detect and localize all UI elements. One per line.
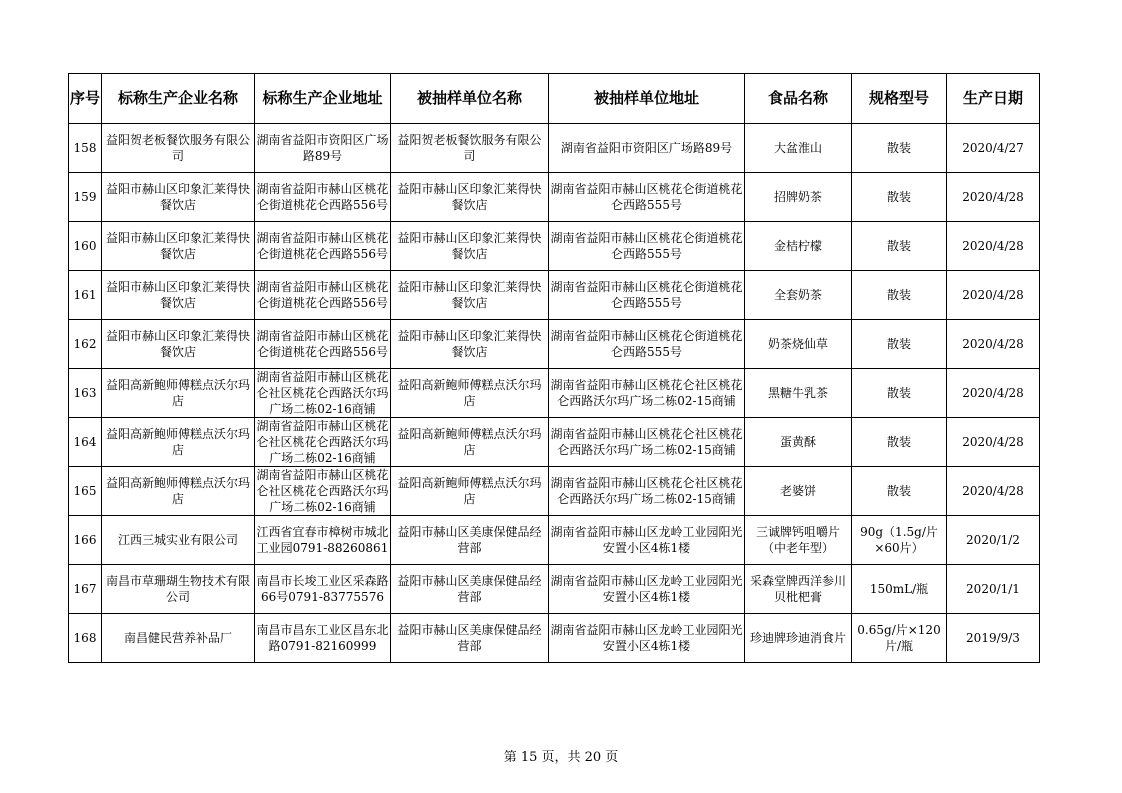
- row-number-cell: [69, 614, 102, 663]
- sampled-unit-name: 益阳市赫山区印象汇莱得快餐饮店: [397, 329, 542, 359]
- spec: 散装: [886, 484, 911, 498]
- sampled-unit-address-cell: [549, 124, 745, 173]
- producer-address: 湖南省益阳市资阳区广场路89号: [256, 133, 389, 163]
- spec-cell: [852, 467, 947, 516]
- row-number: 167: [73, 582, 97, 596]
- producer-address: 湖南省益阳市赫山区桃花仑街道桃花仑西路556号: [256, 182, 389, 212]
- food-name: 金桔柠檬: [773, 239, 822, 253]
- sampled-unit-name-cell: [391, 565, 549, 614]
- col-header-food-name: 食品名称: [745, 74, 852, 124]
- row-number: 161: [73, 288, 97, 302]
- production-date-cell: [947, 320, 1040, 369]
- sampled-unit-name-cell: [391, 271, 549, 320]
- production-date: 2020/1/2: [966, 533, 1020, 547]
- spec: 150mL/瓶: [869, 582, 929, 596]
- row-number: 160: [73, 239, 97, 253]
- production-date-cell: [947, 369, 1040, 418]
- food-name-cell: [745, 614, 852, 663]
- table-row: [69, 418, 1040, 467]
- table-row: [69, 271, 1040, 320]
- production-date: 2020/4/28: [962, 288, 1024, 302]
- sampled-unit-address: 湖南省益阳市赫山区桃花仑街道桃花仑西路555号: [550, 280, 743, 310]
- spec: 90g（1.5g/片×60片）: [860, 525, 938, 555]
- food-name: 三诚牌钙咀嚼片（中老年型）: [755, 525, 840, 555]
- producer-name-cell: [102, 418, 255, 467]
- sampled-unit-name: 益阳市赫山区印象汇莱得快餐饮店: [397, 182, 542, 212]
- producer-address-cell: [255, 418, 391, 467]
- producer-name-cell: [102, 173, 255, 222]
- spec-cell: [852, 369, 947, 418]
- food-name-cell: [745, 369, 852, 418]
- sampled-unit-name: 益阳市赫山区印象汇莱得快餐饮店: [397, 231, 542, 261]
- sampled-unit-address-cell: [549, 614, 745, 663]
- producer-name: 益阳市赫山区印象汇莱得快餐饮店: [105, 182, 250, 212]
- sampled-unit-address: 湖南省益阳市赫山区龙岭工业园阳光安置小区4栋1楼: [550, 623, 743, 653]
- sampled-unit-name-cell: [391, 369, 549, 418]
- row-number-cell: [69, 467, 102, 516]
- food-name: 采森堂牌西洋参川贝枇杷膏: [749, 574, 846, 604]
- spec: 散装: [886, 435, 911, 449]
- production-date: 2020/4/28: [962, 337, 1024, 351]
- producer-name: 益阳高新鲍师傅糕点沃尔玛店: [105, 427, 250, 457]
- col-header-no: 序号: [69, 74, 102, 124]
- producer-name: 益阳市赫山区印象汇莱得快餐饮店: [105, 280, 250, 310]
- producer-address-cell: [255, 320, 391, 369]
- producer-name: 江西三城实业有限公司: [117, 533, 238, 547]
- table-row: [69, 565, 1040, 614]
- sampled-unit-address-cell: [549, 222, 745, 271]
- spec-cell: [852, 173, 947, 222]
- producer-name: 益阳高新鲍师傅糕点沃尔玛店: [105, 476, 250, 506]
- spec: 散装: [886, 141, 911, 155]
- producer-address-cell: [255, 173, 391, 222]
- spec-cell: [852, 565, 947, 614]
- producer-name: 益阳贺老板餐饮服务有限公司: [105, 133, 250, 163]
- sampled-unit-name: 益阳贺老板餐饮服务有限公司: [397, 133, 542, 163]
- sampled-unit-address-cell: [549, 516, 745, 565]
- sampled-unit-name: 益阳高新鲍师傅糕点沃尔玛店: [397, 476, 542, 506]
- production-date: 2020/4/28: [962, 190, 1024, 204]
- producer-name: 南昌健民营养补品厂: [123, 631, 232, 645]
- sampled-unit-address: 湖南省益阳市赫山区龙岭工业园阳光安置小区4栋1楼: [550, 525, 743, 555]
- table-row: [69, 614, 1040, 663]
- row-number-cell: [69, 124, 102, 173]
- spec: 散装: [886, 337, 911, 351]
- row-number: 163: [73, 386, 97, 400]
- food-name: 老婆饼: [779, 484, 816, 498]
- producer-address-cell: [255, 124, 391, 173]
- row-number-cell: [69, 173, 102, 222]
- row-number-cell: [69, 565, 102, 614]
- producer-name-cell: [102, 369, 255, 418]
- producer-name: 益阳市赫山区印象汇莱得快餐饮店: [105, 329, 250, 359]
- producer-address-cell: [255, 565, 391, 614]
- spec-cell: [852, 516, 947, 565]
- producer-name-cell: [102, 516, 255, 565]
- food-name-cell: [745, 516, 852, 565]
- sampled-unit-name: 益阳市赫山区印象汇莱得快餐饮店: [397, 280, 542, 310]
- row-number: 168: [73, 631, 97, 645]
- production-date-cell: [947, 418, 1040, 467]
- row-number-cell: [69, 320, 102, 369]
- producer-name-cell: [102, 614, 255, 663]
- row-number: 158: [73, 141, 97, 155]
- production-date-cell: [947, 271, 1040, 320]
- spec-cell: [852, 320, 947, 369]
- col-header-sampled-address: 被抽样单位地址: [549, 74, 745, 124]
- production-date: 2020/4/27: [962, 141, 1024, 155]
- production-date-cell: [947, 565, 1040, 614]
- row-number-cell: [69, 516, 102, 565]
- sampled-unit-name-cell: [391, 124, 549, 173]
- spec: 散装: [886, 288, 911, 302]
- sampled-unit-name-cell: [391, 614, 549, 663]
- table-body: [69, 124, 1040, 663]
- producer-address-cell: [255, 271, 391, 320]
- food-name-cell: [745, 271, 852, 320]
- production-date-cell: [947, 614, 1040, 663]
- spec: 散装: [886, 386, 911, 400]
- food-name: 招牌奶茶: [773, 190, 822, 204]
- page-footer: 第 15 页，共 20 页: [503, 750, 619, 765]
- col-header-sampled-unit: 被抽样单位名称: [391, 74, 549, 124]
- col-header-production-date: 生产日期: [947, 74, 1040, 124]
- producer-name-cell: [102, 565, 255, 614]
- producer-address: 湖南省益阳市赫山区桃花仑街道桃花仑西路556号: [256, 231, 389, 261]
- table-row: [69, 516, 1040, 565]
- sampled-unit-address-cell: [549, 271, 745, 320]
- col-header-producer-address: 标称生产企业地址: [255, 74, 391, 124]
- producer-address: 湖南省益阳市赫山区桃花仑街道桃花仑西路556号: [256, 329, 389, 359]
- production-date-cell: [947, 222, 1040, 271]
- producer-name: 益阳市赫山区印象汇莱得快餐饮店: [105, 231, 250, 261]
- producer-address: 湖南省益阳市赫山区桃花仑社区桃花仑西路沃尔玛广场二栋02-16商铺: [256, 468, 389, 514]
- sampled-unit-address-cell: [549, 467, 745, 516]
- table-row: [69, 369, 1040, 418]
- production-date-cell: [947, 516, 1040, 565]
- spec: 散装: [886, 190, 911, 204]
- sampled-unit-name: 益阳高新鲍师傅糕点沃尔玛店: [397, 427, 542, 457]
- food-name: 黑糖牛乳茶: [767, 386, 828, 400]
- sampled-unit-address: 湖南省益阳市赫山区桃花仑社区桃花仑西路沃尔玛广场二栋02-15商铺: [550, 476, 743, 506]
- spec: 散装: [886, 239, 911, 253]
- producer-address-cell: [255, 467, 391, 516]
- sampled-unit-name: 益阳市赫山区美康保健品经营部: [397, 525, 542, 555]
- producer-name: 益阳高新鲍师傅糕点沃尔玛店: [105, 378, 250, 408]
- spec-cell: [852, 271, 947, 320]
- table-row: [69, 173, 1040, 222]
- food-name-cell: [745, 467, 852, 516]
- producer-name-cell: [102, 124, 255, 173]
- producer-address: 湖南省益阳市赫山区桃花仑社区桃花仑西路沃尔玛广场二栋02-16商铺: [256, 370, 389, 416]
- sampling-table: [68, 73, 1040, 663]
- row-number-cell: [69, 418, 102, 467]
- sampled-unit-address: 湖南省益阳市资阳区广场路89号: [560, 141, 733, 155]
- producer-name: 南昌市草珊瑚生物技术有限公司: [105, 574, 250, 604]
- producer-address-cell: [255, 222, 391, 271]
- sampled-unit-address-cell: [549, 173, 745, 222]
- table-row: [69, 467, 1040, 516]
- sampled-unit-address-cell: [549, 418, 745, 467]
- sampled-unit-name-cell: [391, 418, 549, 467]
- production-date: 2019/9/3: [966, 631, 1020, 645]
- header-row: [69, 74, 1040, 124]
- sampled-unit-address: 湖南省益阳市赫山区桃花仑街道桃花仑西路555号: [550, 231, 743, 261]
- sampled-unit-name: 益阳高新鲍师傅糕点沃尔玛店: [397, 378, 542, 408]
- food-name: 珍迪牌珍迪消食片: [749, 631, 846, 645]
- spec: 0.65g/片×120片/瓶: [857, 623, 941, 653]
- producer-name-cell: [102, 222, 255, 271]
- food-name-cell: [745, 418, 852, 467]
- producer-address: 湖南省益阳市赫山区桃花仑社区桃花仑西路沃尔玛广场二栋02-16商铺: [256, 419, 389, 465]
- food-name-cell: [745, 320, 852, 369]
- production-date-cell: [947, 173, 1040, 222]
- producer-address: 湖南省益阳市赫山区桃花仑街道桃花仑西路556号: [256, 280, 389, 310]
- table-row: [69, 320, 1040, 369]
- sampled-unit-address-cell: [549, 369, 745, 418]
- row-number-cell: [69, 271, 102, 320]
- row-number: 165: [73, 484, 97, 498]
- sampled-unit-address: 湖南省益阳市赫山区桃花仑社区桃花仑西路沃尔玛广场二栋02-15商铺: [550, 378, 743, 408]
- sampled-unit-address: 湖南省益阳市赫山区桃花仑社区桃花仑西路沃尔玛广场二栋02-15商铺: [550, 427, 743, 457]
- sampled-unit-address-cell: [549, 565, 745, 614]
- producer-address: 南昌市长埈工业区采森路66号0791-83775576: [256, 574, 389, 604]
- food-name-cell: [745, 222, 852, 271]
- production-date-cell: [947, 467, 1040, 516]
- producer-address-cell: [255, 614, 391, 663]
- spec-cell: [852, 418, 947, 467]
- producer-address-cell: [255, 516, 391, 565]
- sampled-unit-name-cell: [391, 516, 549, 565]
- row-number: 166: [73, 533, 97, 547]
- sampled-unit-address: 湖南省益阳市赫山区龙岭工业园阳光安置小区4栋1楼: [550, 574, 743, 604]
- sampled-unit-name-cell: [391, 467, 549, 516]
- spec-cell: [852, 222, 947, 271]
- food-name-cell: [745, 124, 852, 173]
- row-number-cell: [69, 222, 102, 271]
- producer-name-cell: [102, 271, 255, 320]
- col-header-producer: 标称生产企业名称: [102, 74, 255, 124]
- sampled-unit-address-cell: [549, 320, 745, 369]
- production-date-cell: [947, 124, 1040, 173]
- sampled-unit-name-cell: [391, 222, 549, 271]
- production-date: 2020/4/28: [962, 435, 1024, 449]
- spec-cell: [852, 614, 947, 663]
- production-date: 2020/4/28: [962, 239, 1024, 253]
- food-name: 蛋黄酥: [779, 435, 816, 449]
- spec-cell: [852, 124, 947, 173]
- row-number: 159: [73, 190, 97, 204]
- food-name-cell: [745, 173, 852, 222]
- producer-address: 江西省宜春市樟树市城北工业园0791-88260861: [256, 525, 389, 555]
- sampled-unit-address: 湖南省益阳市赫山区桃花仑街道桃花仑西路555号: [550, 329, 743, 359]
- table-row: [69, 124, 1040, 173]
- production-date: 2020/1/1: [966, 582, 1020, 596]
- sampled-unit-address: 湖南省益阳市赫山区桃花仑街道桃花仑西路555号: [550, 182, 743, 212]
- sampled-unit-name-cell: [391, 173, 549, 222]
- production-date: 2020/4/28: [962, 386, 1024, 400]
- col-header-spec: 规格型号: [852, 74, 947, 124]
- producer-name-cell: [102, 320, 255, 369]
- row-number: 164: [73, 435, 97, 449]
- production-date: 2020/4/28: [962, 484, 1024, 498]
- food-name-cell: [745, 565, 852, 614]
- sampled-unit-name: 益阳市赫山区美康保健品经营部: [397, 623, 542, 653]
- row-number: 162: [73, 337, 97, 351]
- producer-address-cell: [255, 369, 391, 418]
- table-row: [69, 222, 1040, 271]
- food-name: 奶茶烧仙草: [767, 337, 828, 351]
- producer-name-cell: [102, 467, 255, 516]
- sampled-unit-name-cell: [391, 320, 549, 369]
- sampled-unit-name: 益阳市赫山区美康保健品经营部: [397, 574, 542, 604]
- producer-address: 南昌市昌东工业区昌东北路0791-82160999: [256, 623, 389, 653]
- food-name: 全套奶茶: [773, 288, 822, 302]
- row-number-cell: [69, 369, 102, 418]
- food-name: 大盆淮山: [773, 141, 822, 155]
